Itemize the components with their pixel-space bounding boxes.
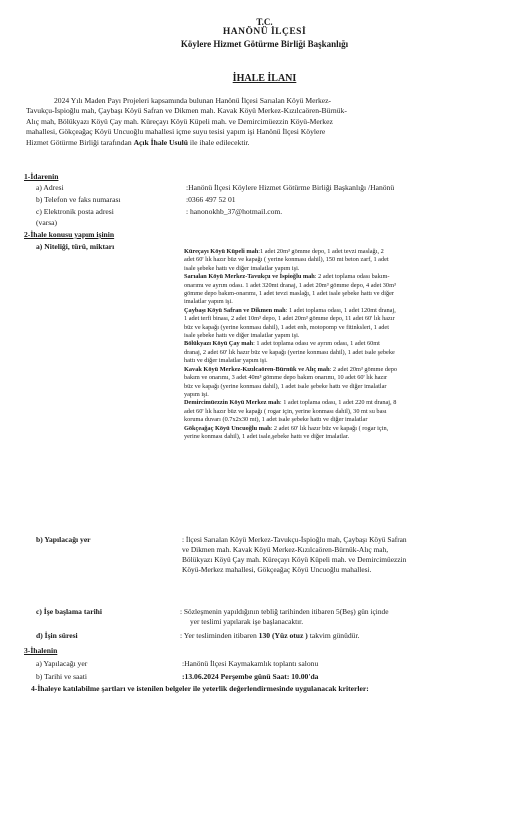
intro-line: mahallesi, Gökçeağaç Köyü Uncuoğlu mahallesi içme suyu tesisi yapım işi Hanönü İlçesi Köylere: [26, 127, 326, 137]
work-item-title: Çaybaşı Köyü Safran ve Dikmen mah: [184, 306, 286, 314]
duration-days: 130 (Yüz otuz ): [258, 631, 308, 640]
section1-b-label: b) Telefon ve faks numarası: [36, 195, 121, 204]
section1-c-value: : hanonokhb_37@hotmail.com.: [186, 207, 283, 216]
section3-b-label: b) Tarihi ve saati: [36, 672, 87, 681]
start-date-line: : Sözleşmenin yapıldığının tebliğ tarihinden itibaren 5(Beş) gün içinde: [180, 607, 389, 616]
section1-title: 1-İdarenin: [24, 172, 59, 181]
intro-line: Tavukçu-İspioğlu mah, Çaybaşı Köyü Safran ve Dikmen mah. Kavak Köyü Merkez-Kızılcaören-Bürnük-: [26, 106, 347, 116]
section3-a-value: :Hanönü İlçesi Kaymakamlık toplantı salonu: [182, 659, 319, 668]
work-item-title: Sarıalan Köyü Merkez-Tavukçu ve İspioğlu mah: [184, 273, 315, 281]
section1-a-value: :Hanönü İlçesi Köylere Hizmet Götürme Birliği Başkanlığı /Hanönü: [186, 183, 395, 192]
header-district: HANÖNÜ İLÇESİ: [222, 27, 307, 37]
work-item-title: Demircimüezzin Köyü Merkez mah: [184, 399, 280, 407]
work-item: [184, 366, 519, 400]
work-item-text: : 2 adet toplama odası bakım-: [314, 273, 390, 281]
section2-d-value: [180, 631, 360, 641]
work-item-text: : 1 adet toplama odası, 1 adet 120mt dranaj,: [285, 306, 396, 314]
intro-paragraph: [26, 96, 501, 148]
work-item: [184, 399, 519, 424]
work-item-text: yerine konması dahil), 1 adet isale,şebeke hattı ve diğer imalatlar.: [184, 432, 350, 440]
section1-c-sub: (varsa): [36, 218, 58, 227]
section3-title: 3-İhalenin: [24, 646, 58, 655]
work-item-text: imalatlar yapım işi.: [184, 298, 233, 306]
work-item-text: adet 60' lık hazır büz ve kapağı ( rogar için, yerine konması dahil), 30 mt su bası: [184, 407, 387, 415]
section3-a-label: a) Yapılacağı yer: [36, 659, 88, 668]
section1-b-value: :0366 497 52 01: [186, 195, 236, 204]
duration-prefix: : Yer tesliminden itibaren: [180, 631, 259, 640]
intro-last-prefix: Hizmet Götürme Birliği tarafından: [26, 137, 134, 147]
start-date-line: yer teslimi yapılarak işe başlanacaktır.: [190, 617, 304, 626]
work-item-text: onarımı ve ayrım odası. 1 adet 320mt dranaj, 1 adet 20m³ gömme depo, 4 adet 30m³: [184, 281, 396, 289]
section2-c-label: c) İşe başlama tarihi: [36, 607, 103, 616]
work-item-text: adet 60' lık hazır büz ve kapağı ( yerine konması dahil), 150 mt beton zarf, 1 adet: [184, 256, 389, 264]
work-item-text: yapım işi.: [184, 390, 209, 398]
location-line: Köyü-Merkez mahallesi, Gökçeağaç Köyü Uncuoğlu mahallesi.: [182, 565, 372, 574]
header-tc: T.C.: [256, 17, 273, 27]
notice-title: İHALE İLANI: [232, 73, 297, 84]
work-item: [184, 307, 519, 341]
section1-a-label: a) Adresi: [36, 183, 64, 192]
section4-title: 4-İhaleye katılabilme şartları ve istenilen belgeler ile yeterlik değerlendirmesinde uygulanacak kriterler:: [31, 684, 369, 693]
work-item: [184, 340, 519, 365]
work-item-text: isale şebeke hattı ve diğer imalatlar yapım işi.: [184, 264, 300, 272]
work-item-text: dranaj, 2 adet 60' lık hazır büz ve kapağı (yerine konması dahil), 1 adet isale şebeke: [184, 348, 395, 356]
work-item: [184, 273, 519, 307]
work-items-list: [184, 248, 519, 441]
intro-last-suffix: ile ihale edilecektir.: [188, 137, 250, 147]
duration-suffix: takvim günüdür.: [307, 631, 360, 640]
work-item-text: : 1 adet toplama odası, 1 adet 220 mt dranaj, 8: [279, 399, 397, 407]
location-line: : İlçesi Sarıalan Köyü Merkez-Tavukçu-İspioğlu mah, Çaybaşı Köyü Safran: [182, 535, 407, 544]
work-item: [184, 425, 519, 442]
location-line: ve Dikmen mah. Kavak Köyü Merkez-Kızılcaören-Bürnük-Alıç mah,: [182, 545, 389, 554]
intro-method: Açık İhale Usulü: [133, 137, 188, 147]
work-item-text: gömme depo bakım-onarımı, 1 adet tevzi maslağı, 1 adet isale şebeke hattı ve diğer: [184, 290, 395, 298]
section2-b-value: [182, 535, 407, 575]
section2-d-label: d) İşin süresi: [36, 631, 78, 640]
work-item-text: :1 adet 20m³ gömme depo, 1 adet tevzi maslağı, 2: [258, 248, 384, 255]
work-item-text: büz ve kapağı (yerine konması dahil), 1 adet isale şebeke hattı ve diğer imalatlar: [184, 382, 387, 390]
work-item-title: Gökçeağaç Köyü Uncuoğlu mah: [184, 424, 271, 432]
section1-c-label: c) Elektronik posta adresi: [36, 207, 114, 216]
work-item-text: koruma duvarı (0.7x2x30 mt), 1 adet isale şebeke hattı ve diğer imalatlar: [184, 416, 368, 424]
work-item-text: isale şebeke hattı ve diğer imalatlar yapım işi.: [184, 332, 300, 340]
section2-title: 2-İhale konusu yapım işinin: [24, 230, 115, 239]
work-item-text: bakım ve onarımı, 3 adet 40m³ gömme depo bakım onarımı, 10 adet 60' lık hazır: [184, 374, 388, 382]
section2-c-value: [180, 607, 389, 627]
work-item-title: Kavak Köyü Merkez-Kızılcaören-Bürnük ve Alıç mah: [184, 365, 330, 373]
work-item-title: Bölükyazı Köyü Çay mah: [184, 340, 254, 348]
intro-line: 2024 Yılı Maden Payı Projeleri kapsamında bulunan Hanönü İlçesi Sarıalan Köyü Merkez-: [54, 96, 332, 105]
intro-line-last: [26, 138, 501, 148]
section2-a-label: a) Niteliği, türü, miktarı: [36, 242, 115, 251]
work-item-title: Küreçayı Köyü Küpeli mah: [184, 248, 259, 255]
work-item-text: 1 adet terfi binası, 2 adet 10m³ depo, 1 adet 20m³ gömme depo, 11 adet 60' lık hazır: [184, 315, 395, 323]
intro-line: Alıç mah, Bölükyazı Köyü Çay mah. Küreçayı Köyü Küpeli mah. ve Demircimüezzin Köyü-Merkez: [26, 116, 333, 126]
work-item-text: : 1 adet toplama odası ve ayrım odası, 1 adet 60mt: [253, 340, 380, 348]
work-item-text: : 2 adet 60' lık hazır büz ve kapağı ( rogar için,: [270, 424, 389, 432]
work-item-text: hattı ve diğer imalatlar yapım işi.: [184, 357, 268, 365]
location-line: Bölükyazı Köyü Çay mah. Küreçayı Köyü Küpeli mah. ve Demircimüezzin: [182, 555, 407, 564]
section2-b-label: b) Yapılacağı yer: [36, 535, 91, 544]
work-item-text: : 2 adet 20m³ gömme depo: [329, 365, 398, 373]
work-item: [184, 248, 519, 273]
section3-b-value: :13.06.2024 Perşembe günü Saat: 10.00'da: [182, 672, 319, 681]
work-item-text: büz ve kapağı (yerine konması dahil), 1 adet enh, motopomp ve fitinksleri, 1 adet: [184, 323, 389, 331]
header-union: Köylere Hizmet Götürme Birliği Başkanlığı: [180, 39, 349, 49]
